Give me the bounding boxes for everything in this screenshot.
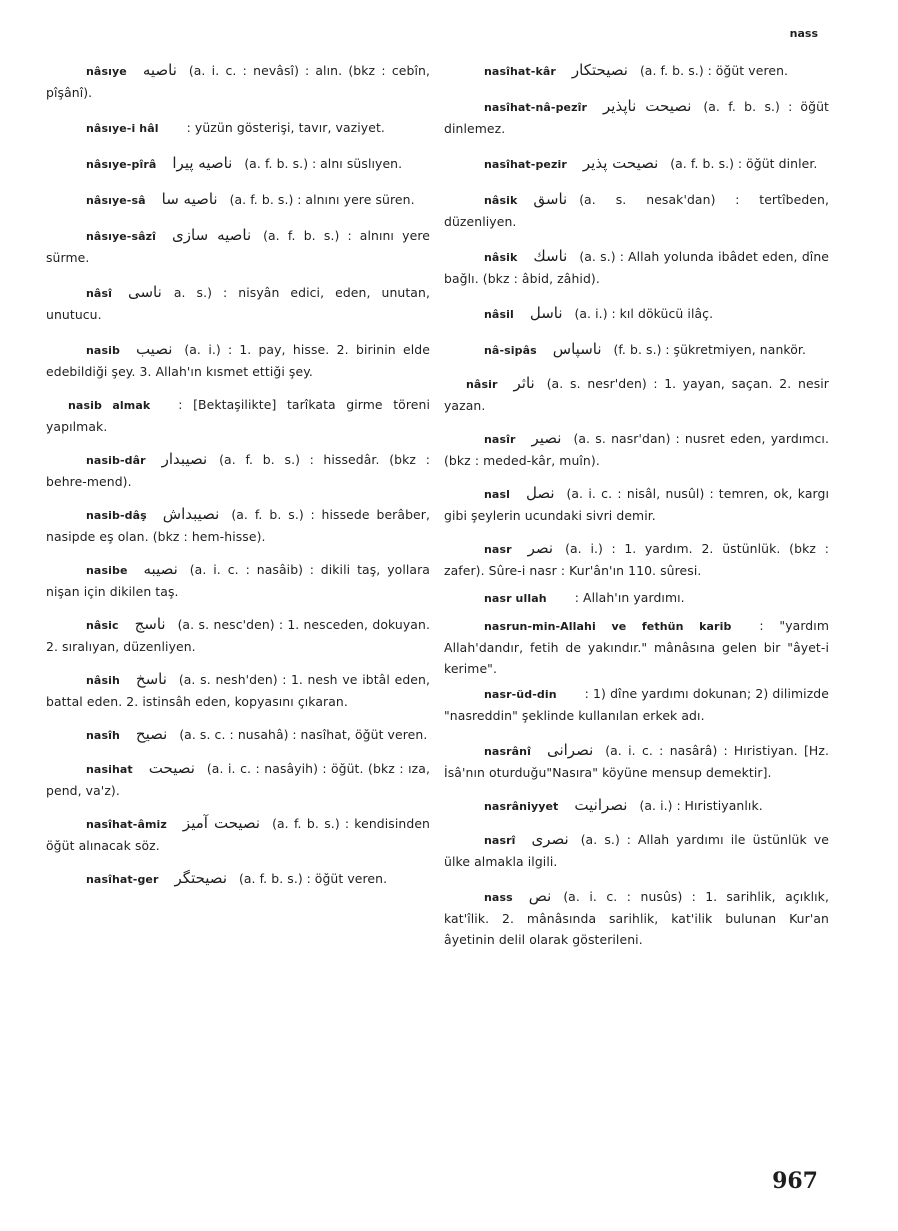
dictionary-entry bbox=[444, 246, 829, 289]
entry-headword: nasrun-min-Allahi ve fethün karib bbox=[484, 620, 732, 633]
entry-headword: nasihat bbox=[86, 763, 133, 776]
entry-definition: (a. i. c. : nisâl, nusûl) : temren, ok, kargı gibi şeylerin ucundaki sivri demir. bbox=[444, 486, 829, 523]
dictionary-entry bbox=[444, 339, 829, 361]
dictionary-entry bbox=[444, 587, 829, 609]
entry-arabic-script: نصيحتگر bbox=[174, 869, 227, 887]
entry-arabic-script: ناسخ bbox=[135, 670, 167, 688]
entry-arabic-script: نص bbox=[528, 887, 552, 905]
entry-headword: nasîhat-pezir bbox=[484, 158, 567, 171]
entry-headword: nasrâniyyet bbox=[484, 800, 559, 813]
dictionary-entry bbox=[46, 504, 430, 547]
dictionary-entry bbox=[444, 740, 829, 783]
running-head: nass bbox=[789, 27, 818, 40]
dictionary-entry bbox=[46, 339, 430, 382]
entry-arabic-script: نصير bbox=[531, 429, 562, 447]
entry-headword: nasrî bbox=[484, 834, 516, 847]
dictionary-entry bbox=[46, 559, 430, 602]
right-column bbox=[444, 60, 829, 964]
dictionary-entry bbox=[444, 428, 829, 471]
dictionary-entry bbox=[46, 868, 430, 890]
entry-headword: nasîhat-ger bbox=[86, 873, 159, 886]
entry-headword: nâsik bbox=[484, 251, 518, 264]
dictionary-entry bbox=[444, 615, 829, 679]
entry-definition: (a. i.) : kıl dökücü ilâç. bbox=[574, 306, 714, 321]
entry-arabic-script: ناسل bbox=[529, 304, 563, 322]
entry-definition: : yüzün gösterişi, tavır, vaziyet. bbox=[186, 120, 385, 135]
dictionary-entry bbox=[46, 449, 430, 492]
entry-headword: nasîhat-âmiz bbox=[86, 818, 167, 831]
entry-definition: (a. s. nesh'den) : 1. nesh ve ibtâl eden, battal eden. 2. istinsâh eden, kopyasını çıkaran. bbox=[46, 672, 430, 709]
entry-headword: nâsih bbox=[86, 674, 120, 687]
entry-definition: (a. i. c. : nusûs) : 1. sarihlik, açıklık, kat'îlik. 2. mânâsında sarihlik, kat'ilik bulunan Kur'an âyetinin delil olarak gösterileni. bbox=[444, 889, 829, 947]
entry-headword: nâsıye-sâ bbox=[86, 194, 146, 207]
entry-headword: nâ-sipâs bbox=[484, 344, 537, 357]
entry-arabic-script: ناسى bbox=[127, 283, 162, 301]
entry-arabic-script: نصيحت آميز bbox=[182, 814, 261, 832]
entry-definition: : 1) dîne yardımı dokunan; 2) dilimizde "nasreddin" şeklinde kullanılan erkek adı. bbox=[444, 686, 829, 723]
entry-definition: : [Bektaşilikte] tarîkata girme töreni yapılmak. bbox=[46, 397, 430, 434]
dictionary-entry bbox=[46, 614, 430, 657]
entry-definition: : Allah'ın yardımı. bbox=[574, 590, 685, 605]
entry-arabic-script: نصيبدار bbox=[161, 450, 208, 468]
entry-headword: nasr-üd-din bbox=[484, 688, 557, 701]
entry-arabic-script: ناسك bbox=[533, 247, 568, 265]
dictionary-entry bbox=[46, 758, 430, 801]
entry-arabic-script: ناسج bbox=[134, 615, 166, 633]
dictionary-entry bbox=[444, 96, 829, 139]
dictionary-entry bbox=[46, 813, 430, 856]
entry-definition: (a. s. nesr'den) : 1. yayan, saçan. 2. nesir yazan. bbox=[444, 376, 829, 413]
entry-definition: (a. f. b. s.) : alnını yere süren. bbox=[229, 192, 415, 207]
entry-arabic-script: نصيحت bbox=[148, 759, 195, 777]
dictionary-entry bbox=[444, 886, 829, 950]
entry-definition: (a. f. b. s.) : öğüt veren. bbox=[239, 871, 388, 886]
dictionary-entry bbox=[444, 303, 829, 325]
page-number: 967 bbox=[772, 1168, 818, 1194]
entry-definition: (a. f. b. s.) : alnını yere sürme. bbox=[46, 228, 430, 265]
entry-headword: nass bbox=[484, 891, 513, 904]
entry-definition: (a. f. b. s.) : kendisinden öğüt alınacak söz. bbox=[46, 816, 430, 853]
entry-definition: (a. i.) : 1. pay, hisse. 2. birinin elde edebildiği şey. 3. Allah'ın kısmet ettiği şey. bbox=[46, 342, 430, 379]
entry-headword: nâsik bbox=[484, 194, 518, 207]
entry-definition: (a. f. b. s.) : alnı süslıyen. bbox=[244, 156, 403, 171]
dictionary-entry bbox=[444, 373, 829, 416]
dictionary-entry bbox=[444, 483, 829, 526]
entry-headword: nasib-dâş bbox=[86, 509, 147, 522]
entry-headword: nasrânî bbox=[484, 745, 531, 758]
entry-headword: nasib-dâr bbox=[86, 454, 146, 467]
entry-definition: (a. i.) : 1. yardım. 2. üstünlük. (bkz : zafer). Sûre-i nasr : Kur'ân'ın 110. sûresi. bbox=[444, 541, 829, 578]
entry-arabic-script: ناثر bbox=[513, 374, 535, 392]
dictionary-entry bbox=[46, 225, 430, 268]
entry-headword: nâsir bbox=[466, 378, 498, 391]
entry-arabic-script: نصيحت ناپذير bbox=[603, 97, 692, 115]
entry-definition: (f. b. s.) : şükretmiyen, nankör. bbox=[613, 342, 807, 357]
entry-definition: (a. f. b. s.) : hissede berâber, nasipde eş olan. (bkz : hem-hisse). bbox=[46, 507, 430, 544]
entry-arabic-script: نصيبه bbox=[143, 560, 178, 578]
entry-headword: nasibe bbox=[86, 564, 128, 577]
entry-headword: nâsıye-sâzî bbox=[86, 230, 157, 243]
entry-headword: nasr ullah bbox=[484, 592, 547, 605]
entry-headword: nâsic bbox=[86, 619, 119, 632]
dictionary-entry bbox=[444, 795, 829, 817]
entry-headword: nasl bbox=[484, 488, 510, 501]
dictionary-entry bbox=[444, 153, 829, 175]
entry-headword: nasîhat-kâr bbox=[484, 65, 556, 78]
entry-arabic-script: نصل bbox=[525, 484, 555, 502]
entry-headword: nasr bbox=[484, 543, 512, 556]
dictionary-entry bbox=[444, 829, 829, 872]
entry-headword: nasîhat-nâ-pezîr bbox=[484, 101, 588, 114]
entry-arabic-script: نصرى bbox=[531, 830, 569, 848]
entry-arabic-script: ناصيه سازى bbox=[172, 226, 252, 244]
entry-definition: (a. i. c. : nasârâ) : Hıristiyan. [Hz. İsâ'nın oturduğu"Nasıra" köyüne mensup demektir]. bbox=[444, 743, 829, 780]
entry-arabic-script: نصيحت پذير bbox=[582, 154, 659, 172]
entry-definition: (a. i. c. : nevâsî) : alın. (bkz : cebîn, pîşânî). bbox=[46, 63, 430, 100]
entry-headword: nâsî bbox=[86, 287, 112, 300]
entry-headword: nâsıye-i hâl bbox=[86, 122, 159, 135]
dictionary-entry bbox=[444, 683, 829, 726]
entry-definition: (a. f. b. s.) : öğüt veren. bbox=[639, 63, 789, 78]
dictionary-entry bbox=[444, 189, 829, 232]
entry-headword: nasib bbox=[86, 344, 120, 357]
dictionary-entry bbox=[46, 669, 430, 712]
entry-headword: nasîr bbox=[484, 433, 516, 446]
entry-definition: (a. s. nesak'dan) : tertîbeden, düzenliyen. bbox=[444, 192, 829, 229]
entry-definition: (a. s. c. : nusahâ) : nasîhat, öğüt veren. bbox=[179, 727, 428, 742]
dictionary-entry bbox=[46, 60, 430, 103]
entry-headword: nasîh bbox=[86, 729, 120, 742]
entry-definition: (a. f. b. s.) : öğüt dinlemez. bbox=[444, 99, 829, 136]
entry-headword: nâsıye bbox=[86, 65, 127, 78]
entry-definition: (a. i.) : Hıristiyanlık. bbox=[639, 798, 763, 813]
entry-arabic-script: نصرانيت bbox=[574, 796, 628, 814]
dictionary-entry bbox=[46, 117, 430, 139]
entry-definition: (a. s. nasr'dan) : nusret eden, yardımcı. (bkz : meded-kâr, muîn). bbox=[444, 431, 829, 468]
entry-arabic-script: نصرانى bbox=[546, 741, 594, 759]
entry-arabic-script: ناصيه پيرا bbox=[172, 154, 233, 172]
entry-arabic-script: نصيبداش bbox=[162, 505, 220, 523]
dictionary-entry bbox=[46, 724, 430, 746]
entry-definition: (a. i. c. : nasâib) : dikili taş, yollara nişan için dikilen taş. bbox=[46, 562, 430, 599]
dictionary-entry bbox=[46, 282, 430, 325]
entry-arabic-script: نصيحتكار bbox=[571, 61, 628, 79]
entry-arabic-script: ناصيه سا bbox=[161, 190, 218, 208]
dictionary-entry bbox=[46, 394, 430, 437]
entry-arabic-script: نصيب bbox=[135, 340, 173, 358]
entry-headword: nâsıye-pîrâ bbox=[86, 158, 157, 171]
left-column bbox=[46, 60, 430, 902]
dictionary-entry bbox=[444, 538, 829, 581]
entry-definition: (a. f. b. s.) : hissedâr. (bkz : behre-mend). bbox=[46, 452, 430, 489]
dictionary-entry bbox=[46, 153, 430, 175]
entry-headword: nasib almak bbox=[68, 399, 151, 412]
entry-definition: : "yardım Allah'dandır, fetih de yakındır." mânâsına gelen bir "âyet-i kerime". bbox=[444, 618, 829, 676]
entry-definition: a. s.) : nisyân edici, eden, unutan, unutucu. bbox=[46, 285, 430, 322]
dictionary-entry bbox=[444, 60, 829, 82]
entry-definition: (a. s. nesc'den) : 1. nescеden, dokuyan. 2. sıralıyan, düzenliyen. bbox=[46, 617, 430, 654]
entry-arabic-script: ناسق bbox=[533, 190, 568, 208]
entry-definition: (a. i. c. : nasâyih) : öğüt. (bkz : ıza, pend, va'z). bbox=[46, 761, 430, 798]
dictionary-entry bbox=[46, 189, 430, 211]
entry-arabic-script: ناصيه bbox=[142, 61, 177, 79]
entry-headword: nâsil bbox=[484, 308, 514, 321]
entry-definition: (a. s.) : Allah yolunda ibâdet eden, dîne bağlı. (bkz : âbid, zâhid). bbox=[444, 249, 829, 286]
entry-arabic-script: نصر bbox=[527, 539, 554, 557]
entry-definition: (a. s.) : Allah yardımı ile üstünlük ve ülke almakla ilgili. bbox=[444, 832, 829, 869]
entry-arabic-script: نصيح bbox=[135, 725, 168, 743]
entry-definition: (a. f. b. s.) : öğüt dinler. bbox=[670, 156, 818, 171]
entry-arabic-script: ناسپاس bbox=[552, 340, 602, 358]
